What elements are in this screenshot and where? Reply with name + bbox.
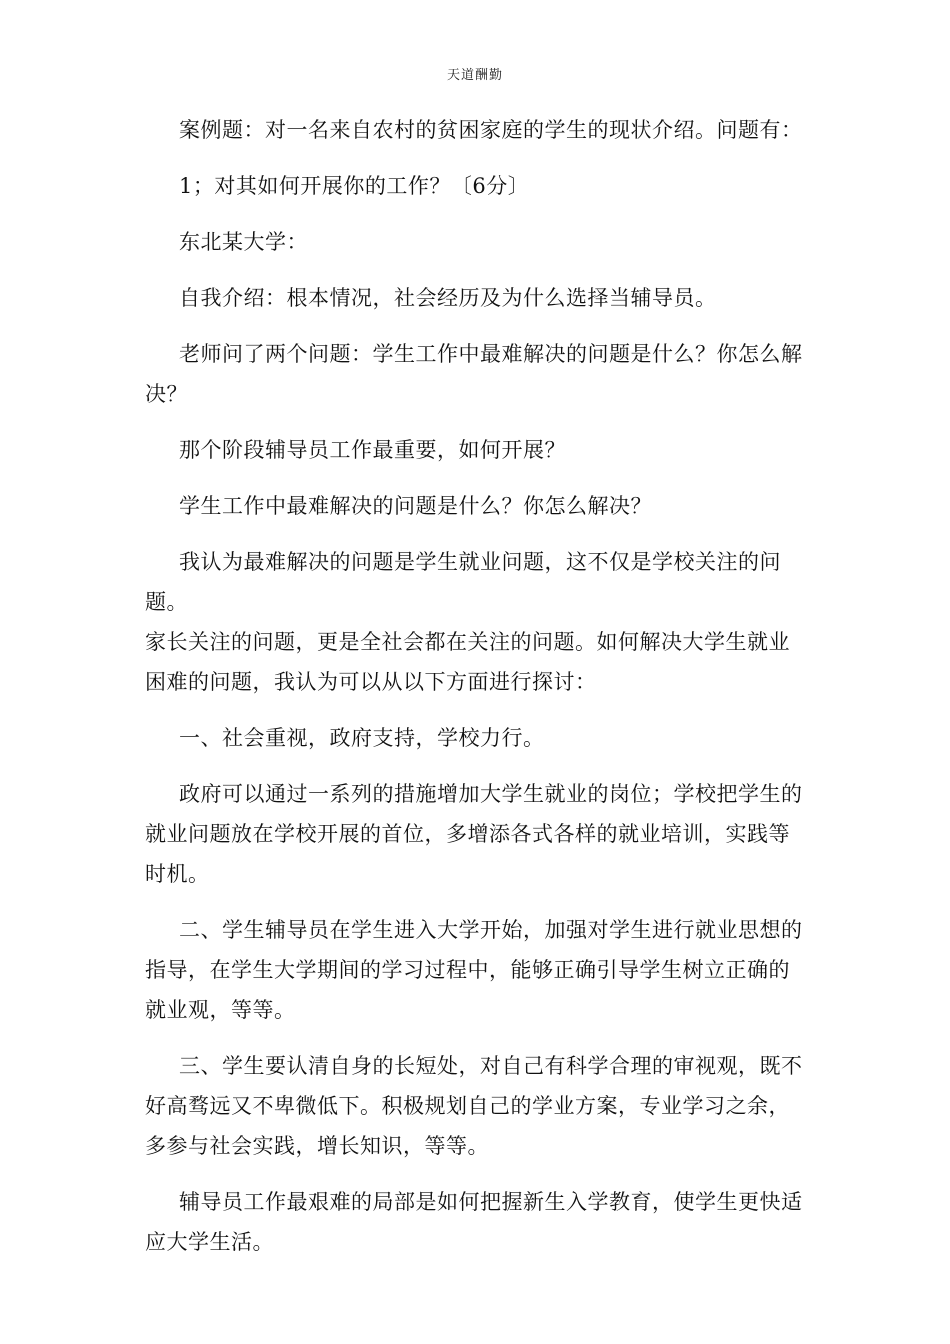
page-header: 天道酬勤	[446, 68, 503, 83]
paragraph-teacher-questions: 老师问了两个问题：学生工作中最难解决的问题是什么？你怎么解 决？	[145, 342, 803, 406]
paragraph-point-2: 二、学生辅导员在学生进入大学开始，加强对学生进行就业思想的 指导，在学生大学期间的学习过程中，能够正确引导学生树立正确的 就业观，等等。	[145, 918, 803, 1022]
document-body	[145, 110, 815, 1278]
paragraph-question-1: 1；对其如何开展你的工作？〔6分〕	[179, 174, 530, 198]
paragraph-university: 东北某大学：	[179, 230, 308, 254]
paragraph-employment-answer: 我认为最难解决的问题是学生就业问题，这不仅是学校关注的问题。 家长关注的问题，更是全社会都在关注的问题。如何解决大学生就业 困难的问题，我认为可以从以下方面进行探讨：	[145, 550, 790, 694]
paragraph-point-3: 三、学生要认清自身的长短处，对自己有科学合理的审视观，既不 好高骛远又不卑微低下。积极规划自己的学业方案，专业学习之余， 多参与社会实践，增长知识，等等。	[145, 1054, 803, 1158]
paragraph-stage-question: 那个阶段辅导员工作最重要，如何开展？	[179, 438, 566, 462]
paragraph-point-1-body: 政府可以通过一系列的措施增加大学生就业的岗位；学校把学生的 就业问题放在学校开展的首位，多增添各式各样的就业培训，实践等 时机。	[145, 782, 803, 886]
paragraph-point-1-heading: 一、社会重视，政府支持，学校力行。	[179, 726, 545, 750]
paragraph-self-intro: 自我介绍：根本情况，社会经历及为什么选择当辅导员。	[179, 286, 717, 310]
paragraph-case-question: 案例题：对一名来自农村的贫困家庭的学生的现状介绍。问题有：	[179, 118, 803, 142]
paragraph-hardest-problem: 学生工作中最难解决的问题是什么？你怎么解决？	[179, 494, 652, 518]
paragraph-freshman-education: 辅导员工作最艰难的局部是如何把握新生入学教育，使学生更快适 应大学生活。	[145, 1190, 803, 1254]
